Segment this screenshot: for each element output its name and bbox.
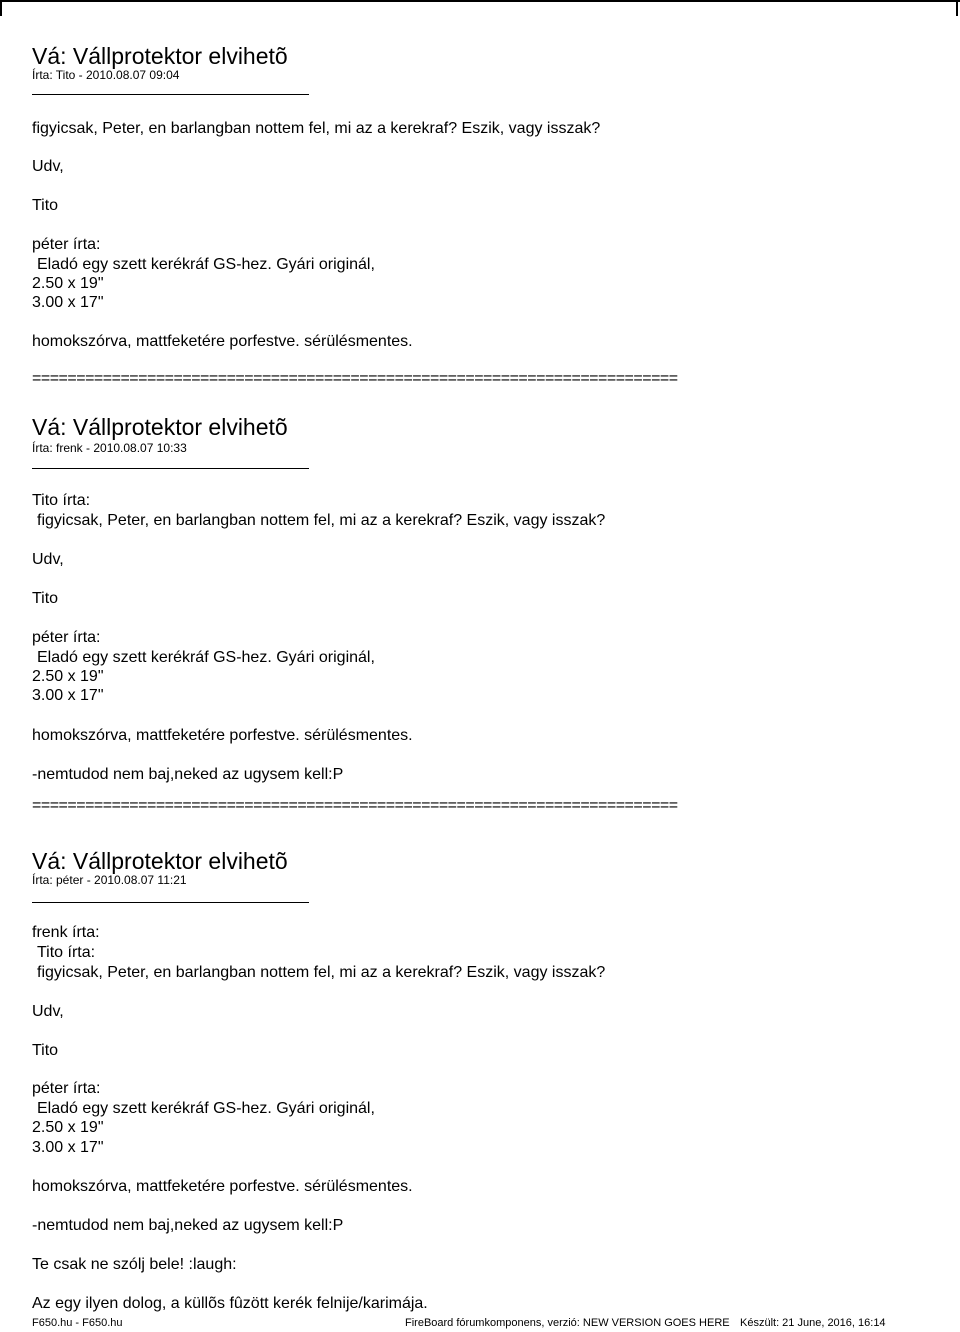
quote-text-line: Eladó egy szett kerékráf GS-hez. Gyári originál, xyxy=(37,1100,375,1117)
quote-text-line: figyicsak, Peter, en barlangban nottem fel, mi az a kerekraf? Eszik, vagy isszak? xyxy=(37,512,606,529)
post-separator-line xyxy=(32,94,309,95)
post-meta: Írta: frenk - 2010.08.07 10:33 xyxy=(32,441,187,455)
page-border-top xyxy=(0,0,960,2)
post-text-line: Tito xyxy=(32,590,59,607)
post-text-line: homokszórva, mattfeketére porfestve. sérülésmentes. xyxy=(32,727,413,744)
footer-site: F650.hu - F650.hu xyxy=(32,1317,123,1329)
page-border-left xyxy=(0,0,2,16)
quote-text-line: Eladó egy szett kerékráf GS-hez. Gyári originál, xyxy=(37,649,375,666)
post-text-line: 2.50 x 19" xyxy=(32,668,104,685)
post-meta: Írta: Tito - 2010.08.07 09:04 xyxy=(32,68,180,82)
quote-header: frenk írta: xyxy=(32,924,100,941)
quote-header: Tito írta: xyxy=(32,492,91,509)
footer-generated: Készült: 21 June, 2016, 16:14 xyxy=(740,1317,886,1329)
quote-header: péter írta: xyxy=(32,1080,101,1097)
quote-text-line: Eladó egy szett kerékráf GS-hez. Gyári originál, xyxy=(37,256,375,273)
quote-header: péter írta: xyxy=(32,236,101,253)
post-text-line: Udv, xyxy=(32,551,64,568)
post-text-line: 3.00 x 17" xyxy=(32,294,104,311)
post-text-line: homokszórva, mattfeketére porfestve. sérülésmentes. xyxy=(32,1178,413,1195)
post-separator-line xyxy=(32,902,309,903)
post-text-line: -nemtudod nem baj,neked az ugysem kell:P xyxy=(32,1217,344,1234)
post-text-line: Az egy ilyen dolog, a küllõs fûzött kerék felnije/karimája. xyxy=(32,1295,428,1312)
quote-header: Tito írta: xyxy=(37,944,96,961)
footer-component: FireBoard fórumkomponens, verzió: NEW VERSION GOES HERE xyxy=(405,1317,730,1329)
post-text-line: homokszórva, mattfeketére porfestve. sérülésmentes. xyxy=(32,333,413,350)
page-border-right xyxy=(956,0,958,16)
post-text-line: 2.50 x 19" xyxy=(32,275,104,292)
post-text-line: 3.00 x 17" xyxy=(32,687,104,704)
post-title: Vá: Vállprotektor elvihetõ xyxy=(32,43,288,69)
post-title: Vá: Vállprotektor elvihetõ xyxy=(32,848,288,874)
post-title: Vá: Vállprotektor elvihetõ xyxy=(32,414,288,440)
post-text-line: Tito xyxy=(32,1042,59,1059)
post-text-line: Te csak ne szólj bele! :laugh: xyxy=(32,1256,237,1273)
post-text-line: Tito xyxy=(32,197,59,214)
post-text-line: 3.00 x 17" xyxy=(32,1139,104,1156)
post-text-line: figyicsak, Peter, en barlangban nottem fel, mi az a kerekraf? Eszik, vagy isszak? xyxy=(32,120,601,137)
post-text-line: Udv, xyxy=(32,158,64,175)
post-divider: ========================================================================= xyxy=(32,370,678,387)
post-separator-line xyxy=(32,468,309,469)
quote-header: péter írta: xyxy=(32,629,101,646)
post-text-line: -nemtudod nem baj,neked az ugysem kell:P xyxy=(32,766,344,783)
quote-text-line: figyicsak, Peter, en barlangban nottem fel, mi az a kerekraf? Eszik, vagy isszak? xyxy=(37,964,606,981)
post-text-line: Udv, xyxy=(32,1003,64,1020)
post-meta: Írta: péter - 2010.08.07 11:21 xyxy=(32,873,187,887)
post-divider: ========================================================================= xyxy=(32,797,678,814)
post-text-line: 2.50 x 19" xyxy=(32,1119,104,1136)
